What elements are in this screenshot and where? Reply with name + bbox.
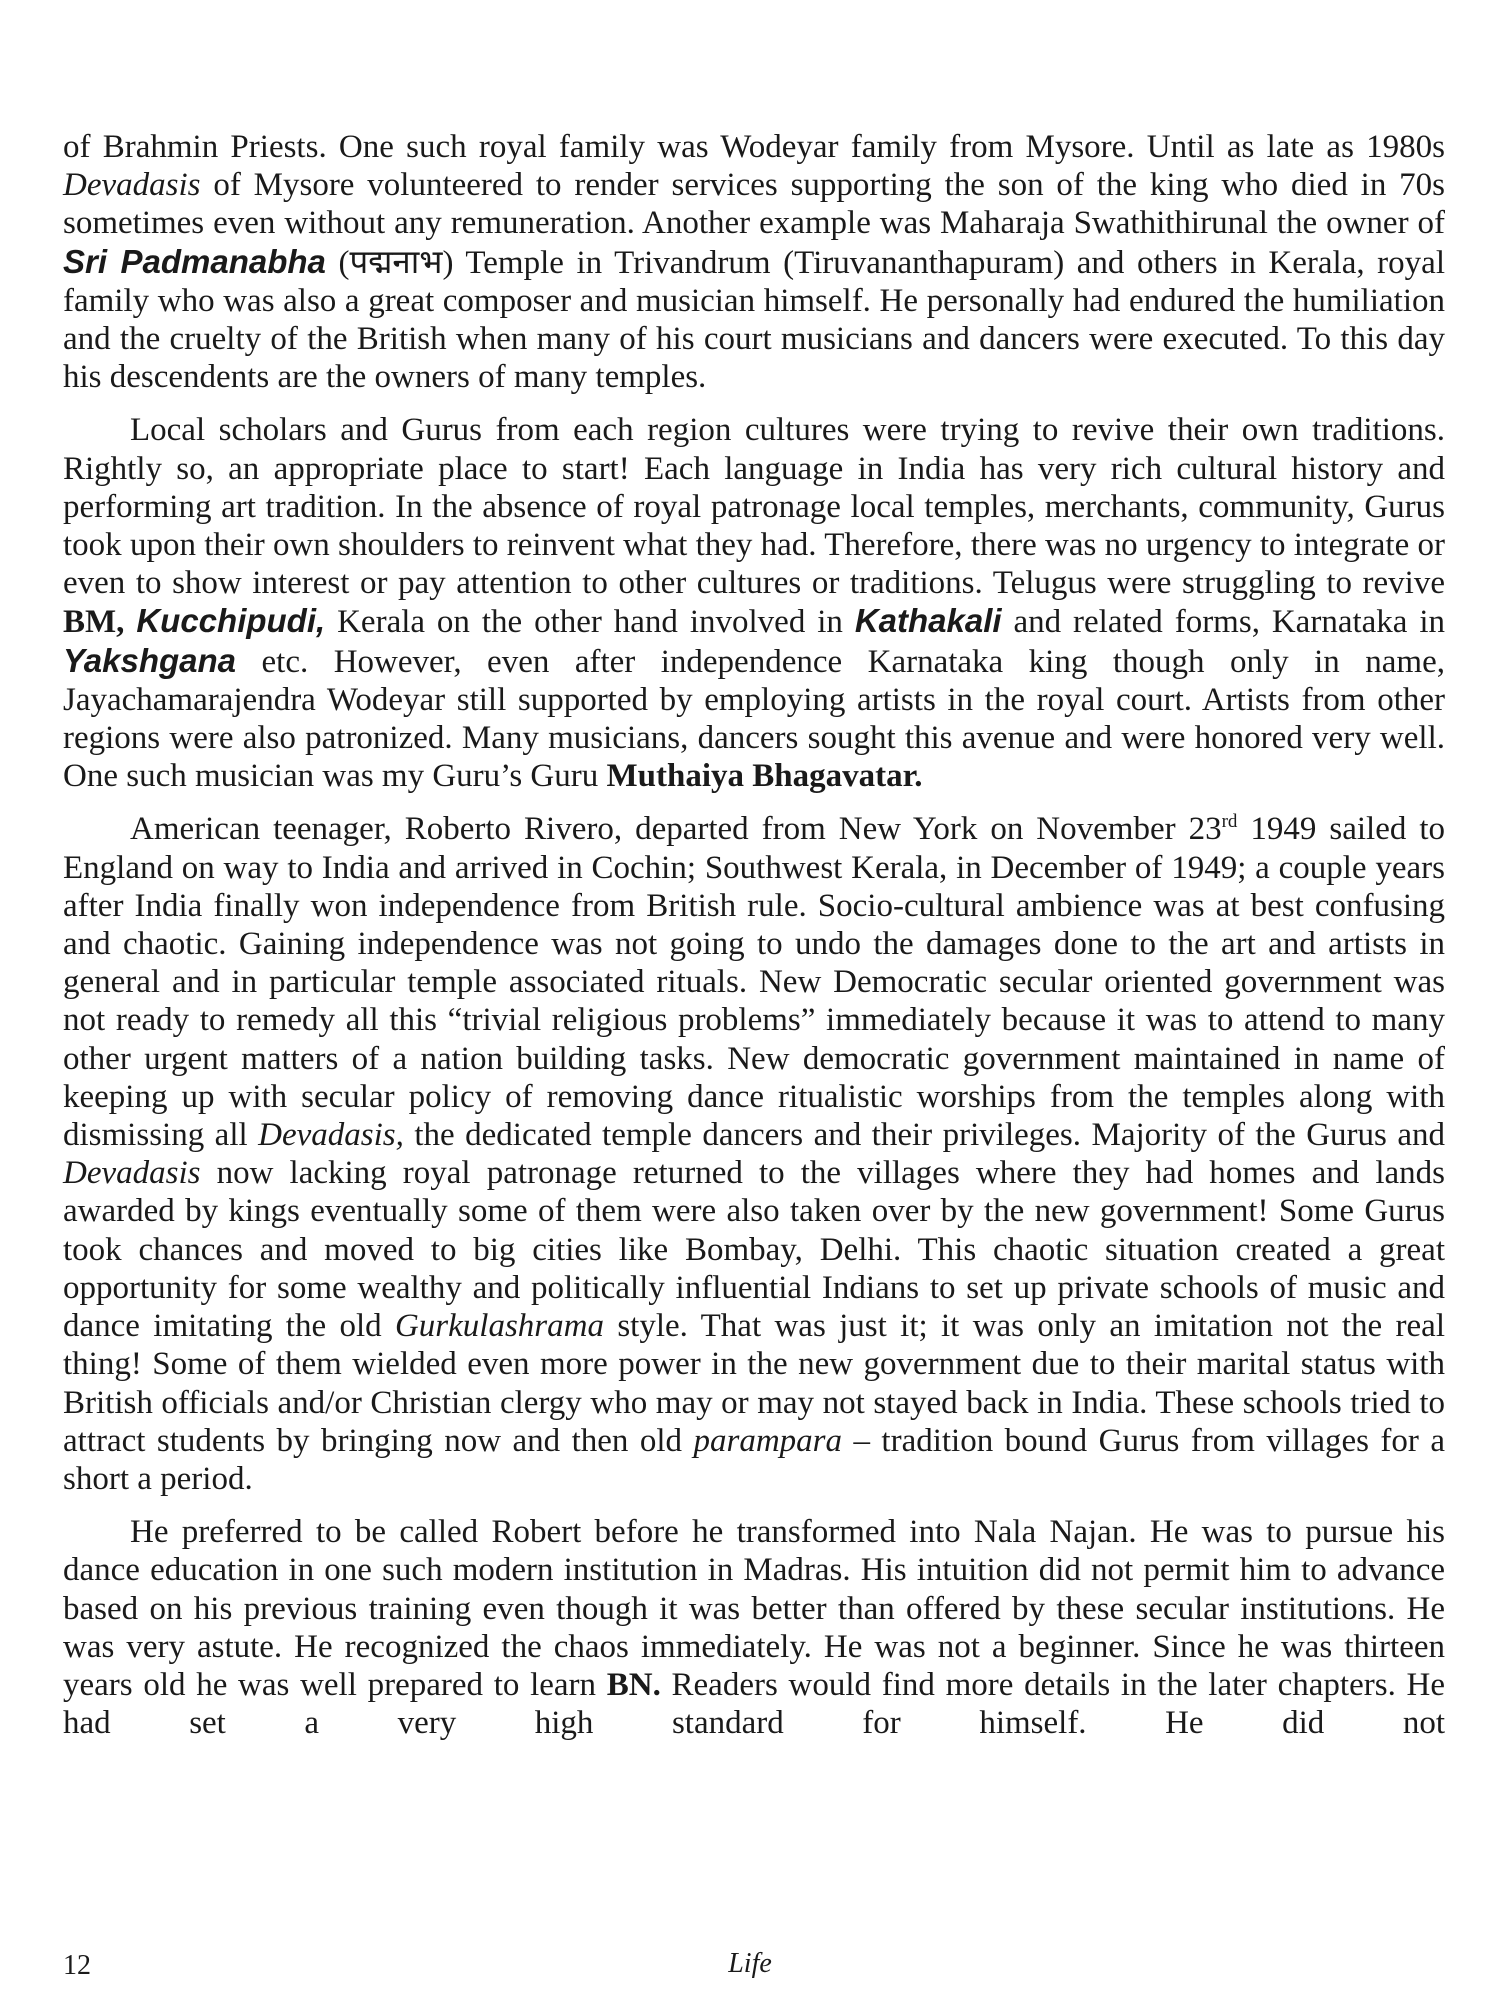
emphasized-text: Gurkulashrama xyxy=(394,1308,604,1345)
paragraph-4 xyxy=(63,1513,1445,1742)
body-text xyxy=(63,128,1445,1757)
text-run: – tradition bound Gurus from villages for a short a period. xyxy=(63,1422,1445,1497)
emphasized-text: Sri Padmanabha xyxy=(63,242,326,280)
emphasized-text: Devadasis xyxy=(63,1155,201,1192)
running-title: Life xyxy=(728,1948,772,1979)
paragraph-3 xyxy=(63,810,1445,1498)
emphasized-text: Muthaiya Bhagavatar. xyxy=(606,758,923,795)
paragraph-1 xyxy=(63,128,1445,396)
text-run: Readers would find more details in the later chapters. He had set a very high standard for himself. He did not xyxy=(63,1666,1445,1742)
text-run: American teenager, Roberto Rivero, departed from New York on November 23 xyxy=(130,811,1222,848)
text-run: of Mysore volunteered to render services supporting the son of the king who died in 70s sometimes even without any remuneration. Another example was Maharaja Swathithirunal the owner of xyxy=(63,167,1445,242)
emphasized-text: BM, xyxy=(63,604,125,641)
emphasized-text: Yakshgana xyxy=(63,641,237,679)
text-run: He preferred to be called Robert before he transformed into Nala Najan. He was to pursue his dance education in one such modern institution in Madras. His intuition did not permit him to advance based on his previous training even though it was better than offered by these secular institutions. He was very astute. He recognized the chaos immediately. He was not a beginner. Since he was thirteen years old he was well prepared to learn xyxy=(63,1514,1445,1703)
page-number: 12 xyxy=(63,1950,91,1981)
superscript-text: rd xyxy=(1221,811,1238,833)
text-run: Kerala on the other hand involved in xyxy=(325,604,855,641)
text-run: etc. However, even after independence Karnataka king though only in name, Jayachamarajendra Wodeyar still supported by employing artists in the royal court. Artists from other regions were also patronized. Many musicians, dancers sought this avenue and were honored very well. One such musician was my Guru’s Guru xyxy=(63,643,1445,795)
text-run: (पद्मनाभ) Temple in Trivandrum (Tiruvananthapuram) and others in Kerala, royal family who was also a great composer and musician himself. He personally had endured the humiliation and the cruelty of the British when many of his court musicians and dancers were executed. To this day his descendents are the owners of many temples. xyxy=(63,244,1445,396)
emphasized-text: Kathakali xyxy=(854,602,1002,640)
text-run: and related forms, Karnataka in xyxy=(1001,604,1446,641)
emphasized-text: parampara xyxy=(693,1422,843,1459)
text-run: style. That was just it; it was only an imitation not the real thing! Some of them wielded even more power in the new government due to their marital status with British officials and/or Christian clergy who may or may not stayed back in India. These schools tried to attract students by bringing now and then old xyxy=(63,1308,1445,1459)
emphasized-text: Devadasis, xyxy=(258,1117,404,1154)
text-run: 1949 sailed to England on way to India and arrived in Cochin; Southwest Kerala, in December of 1949; a couple years after India finally won independence from British rule. Socio-cultural ambience was at best confusing and chaotic. Gaining independence was not going to undo the damages done to the art and artists in general and in particular temple associated rituals. New Democratic secular oriented government was not ready to remedy all this “trivial religious problems” immediately because it was to attend to many other urgent matters of a nation building tasks. New democratic government maintained in name of keeping up with secular policy of removing dance ritualistic worships from the temples along with dismissing all xyxy=(63,811,1445,1154)
text-run: now lacking royal patronage returned to the villages where they had homes and lands awarded by kings eventually some of them were also taken over by the new government! Some Gurus took chances and moved to big cities like Bombay, Delhi. This chaotic situation created a great opportunity for some wealthy and politically influential Indians to set up private schools of music and dance imitating the old xyxy=(63,1155,1445,1345)
text-run: the dedicated temple dancers and their privileges. Majority of the Gurus and xyxy=(403,1117,1445,1154)
text-run: of Brahmin Priests. One such royal family was Wodeyar family from Mysore. Until as late as 1980s xyxy=(63,129,1445,165)
paragraph-2 xyxy=(63,411,1445,795)
text-run: Local scholars and Gurus from each region cultures were trying to revive their own traditions. Rightly so, an appropriate place to start! Each language in India has very rich cultural history and performing art tradition. In the absence of royal patronage local temples, merchants, community, Gurus took upon their own shoulders to reinvent what they had. Therefore, there was no urgency to integrate or even to show interest or pay attention to other cultures or traditions. Telugus were struggling to revive xyxy=(63,412,1445,602)
text-run xyxy=(124,604,136,640)
emphasized-text: BN. xyxy=(606,1666,661,1703)
emphasized-text: Kucchipudi, xyxy=(136,602,326,640)
emphasized-text: Devadasis xyxy=(63,167,201,204)
